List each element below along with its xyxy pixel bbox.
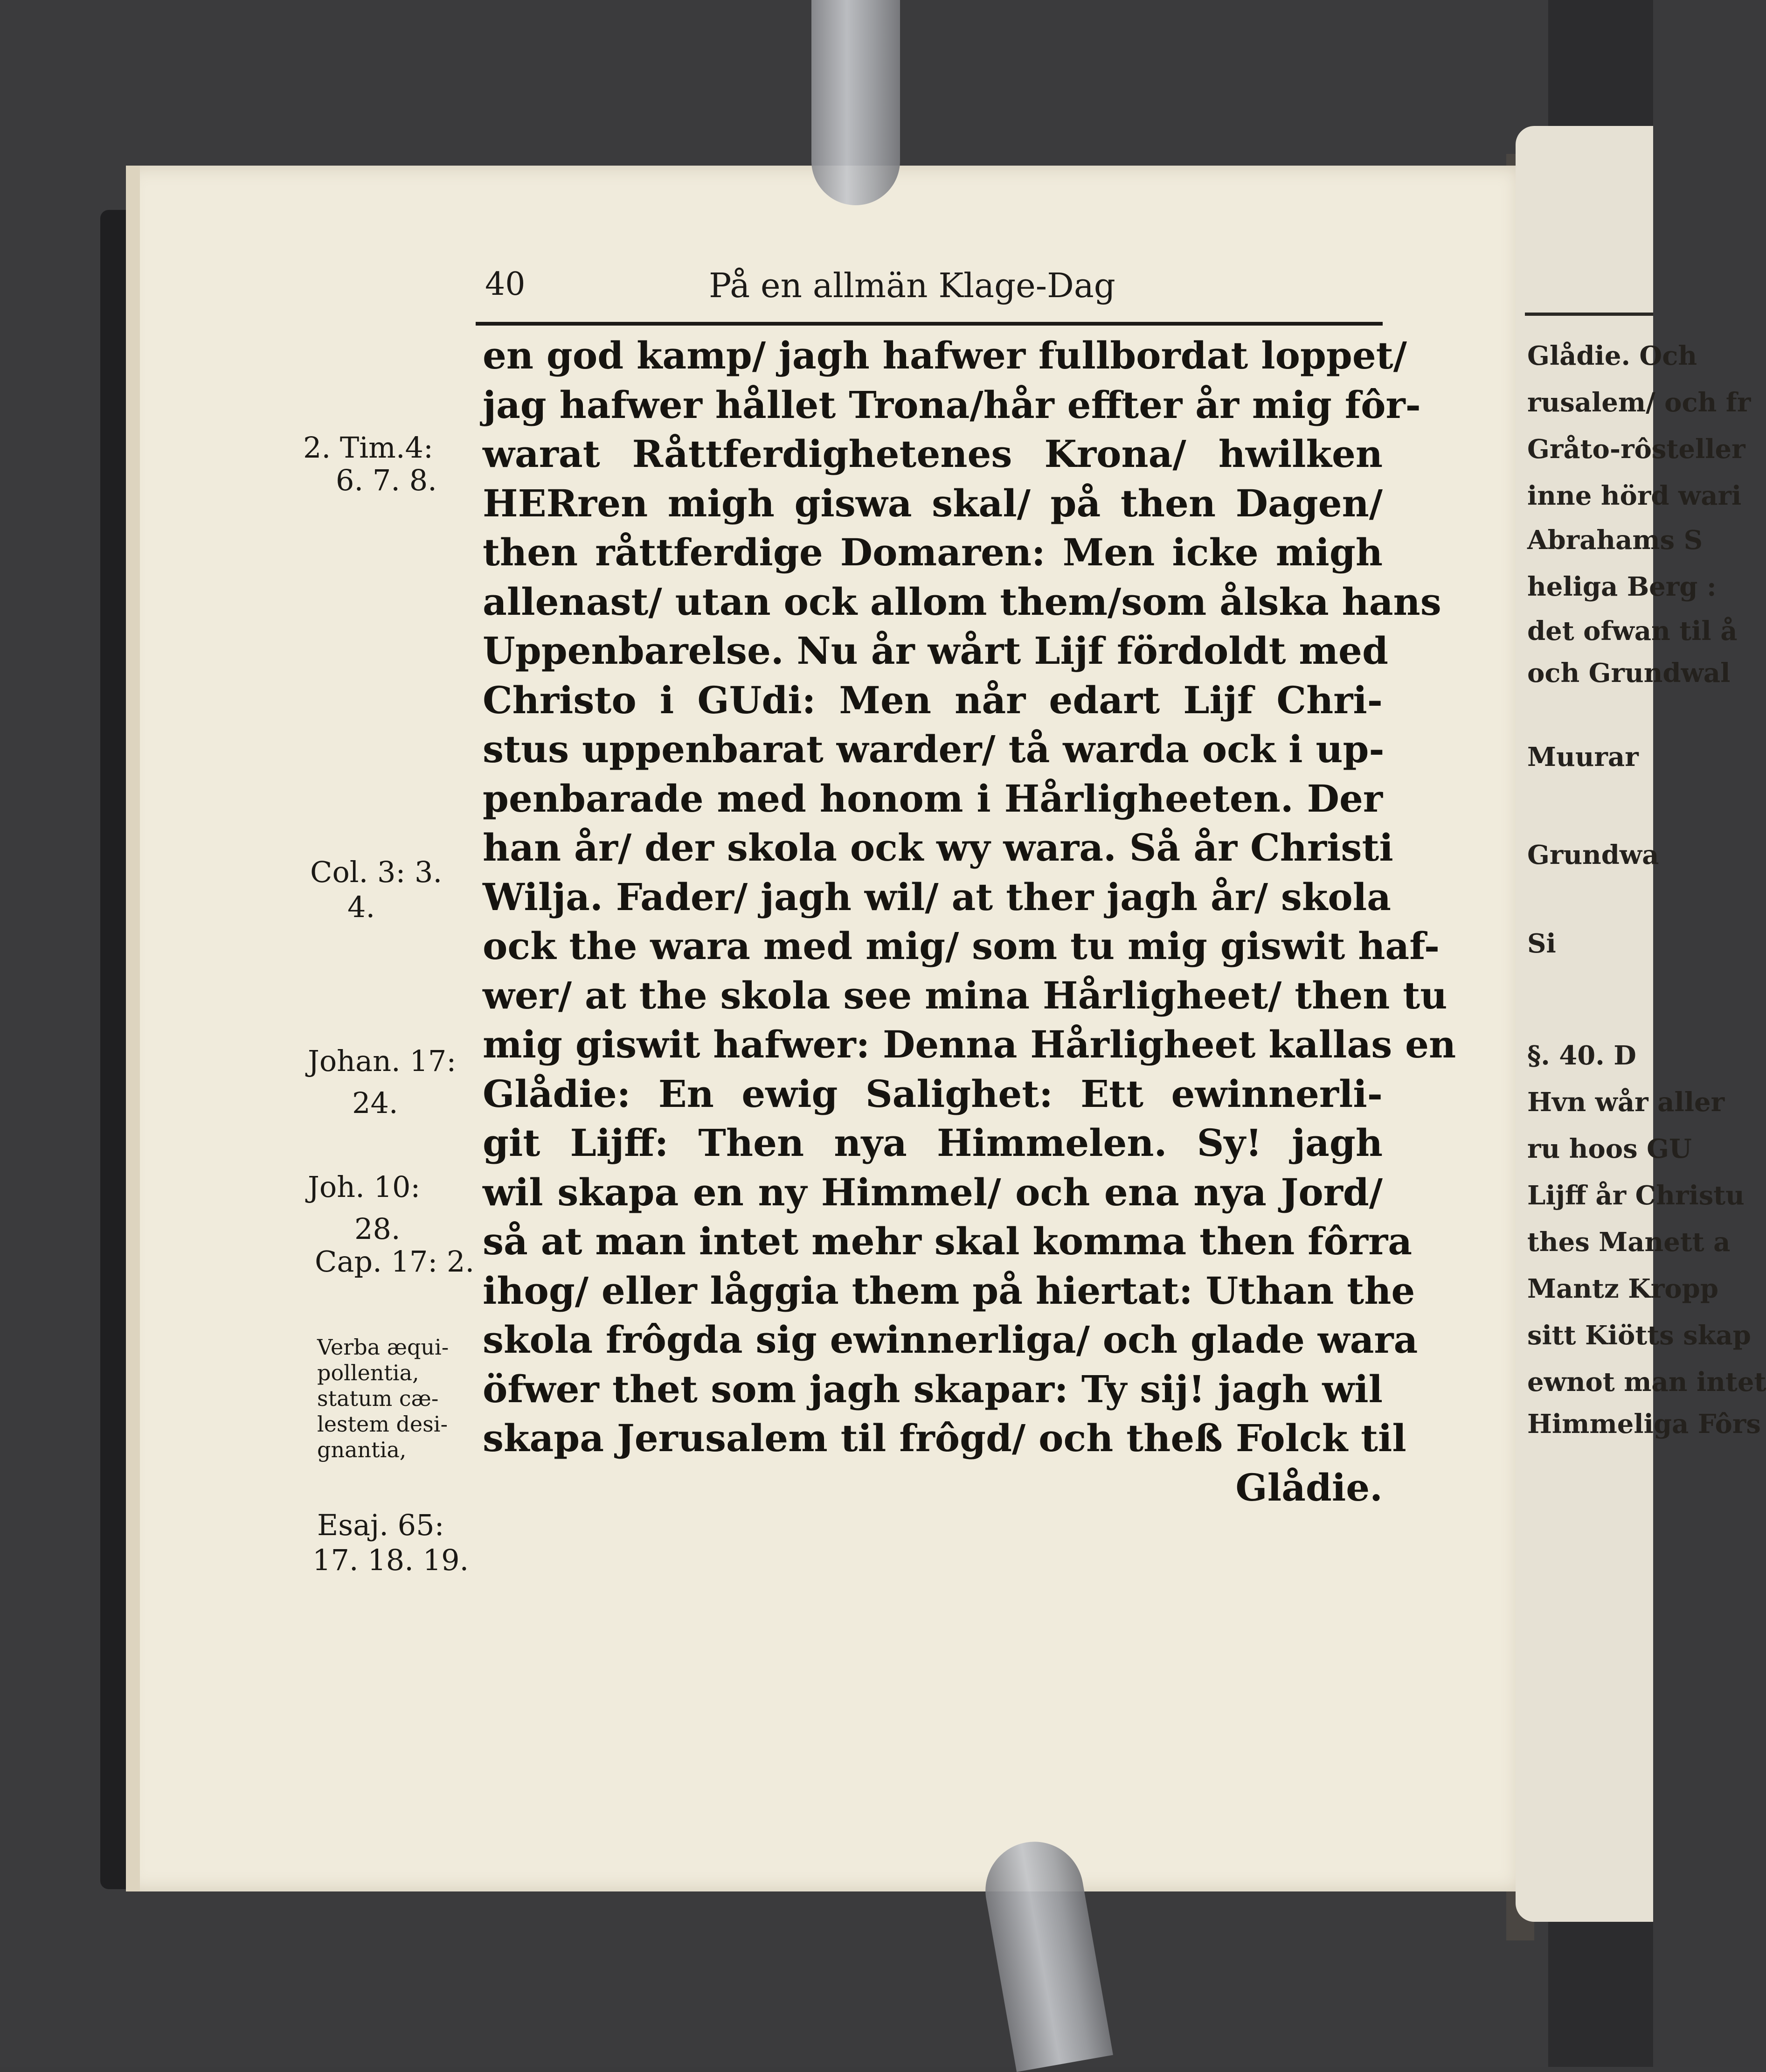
text-line: allenast/ utan ock allom them/som ålska hans: [483, 579, 1441, 624]
facing-page-line: rusalem/ och fr: [1527, 387, 1751, 418]
page-number: 40: [485, 266, 526, 303]
facing-page-line: och Grundwal: [1527, 658, 1731, 688]
page-clip-top: [811, 0, 900, 205]
margin-note-verba-3: statum cæ-: [317, 1386, 439, 1411]
margin-note-verba-5: gnantia,: [317, 1437, 407, 1462]
facing-page-line: Lijff år Christu: [1527, 1180, 1745, 1211]
text-line: Glådie.: [1235, 1465, 1383, 1509]
text-line: Glådie: En ewig Salighet: Ett ewinnerli-: [483, 1071, 1383, 1116]
text-line: en god kamp/ jagh hafwer fullbordat loppet/: [483, 334, 1407, 377]
facing-page-line: Grundwa: [1527, 840, 1659, 870]
text-line: ihog/ eller låggia them på hiertat: Uthan the: [483, 1268, 1415, 1313]
facing-page-line: Glådie. Och: [1527, 341, 1697, 371]
page-edge: [126, 166, 140, 1891]
facing-page-line: Himmeliga Fôrs: [1527, 1409, 1761, 1439]
facing-page-rule: [1525, 313, 1653, 316]
facing-page-line: Abrahams S: [1527, 525, 1703, 556]
margin-note-joh-2: 28.: [354, 1212, 401, 1246]
text-line: Uppenbarelse. Nu år wårt Lijf fördoldt med: [483, 629, 1388, 673]
margin-note-joh-1: Joh. 10:: [308, 1170, 421, 1204]
text-line: ock the wara med mig/ som tu mig giswit haf-: [483, 924, 1440, 968]
main-text: [483, 331, 1456, 1512]
facing-page-line: thes Manett a: [1527, 1227, 1731, 1258]
header-rule: [476, 322, 1383, 326]
margin-note-col-2: 4.: [347, 890, 375, 924]
facing-page-line: sitt Kiötts skap: [1527, 1320, 1751, 1351]
margin-note-verba-4: lestem desi-: [317, 1411, 448, 1437]
facing-page-line: det ofwan til å: [1527, 616, 1738, 647]
facing-page-line: Gråto-rôsteller: [1527, 434, 1745, 465]
text-line: penbarade med honom i Hårligheeten. Der: [483, 776, 1383, 820]
text-line: Christo i GUdi: Men når edart Lijf Chri-: [483, 678, 1383, 722]
text-line: HERren migh giswa skal/ på then Dagen/: [483, 481, 1383, 525]
facing-page-line: Hvn wår aller: [1527, 1087, 1725, 1118]
facing-page-line: Mantz Kropp: [1527, 1273, 1718, 1304]
margin-note-tim-1: 2. Tim.4:: [303, 431, 433, 465]
text-line: skapa Jerusalem til frôgd/ och theß Folck til: [483, 1416, 1406, 1460]
text-line: skola frôgda sig ewinnerliga/ och glade wara: [483, 1318, 1418, 1362]
running-title: På en allmän Klage-Dag: [709, 266, 1115, 305]
facing-page-line: ru hoos GU: [1527, 1133, 1692, 1164]
text-line: han år/ der skola ock wy wara. Så år Christi: [483, 826, 1393, 869]
margin-note-col-1: Col. 3: 3.: [310, 855, 443, 889]
text-line: wer/ at the skola see mina Hårligheet/ then tu: [483, 973, 1447, 1017]
margin-note-esaj-1: Esaj. 65:: [317, 1508, 444, 1542]
facing-page: [1516, 126, 1766, 1922]
margin-note-cap: Cap. 17: 2.: [315, 1245, 475, 1279]
text-line: öfwer thet som jagh skapar: Ty sij! jagh wil: [483, 1367, 1383, 1411]
facing-page-line: ewnot man intet: [1527, 1367, 1766, 1398]
margin-note-johan-2: 24.: [352, 1086, 398, 1120]
facing-page-line: inne hörd wari: [1527, 480, 1742, 511]
text-line: så at man intet mehr skal komma then fôrra: [483, 1219, 1413, 1263]
text-line: then råttferdige Domaren: Men icke migh: [483, 530, 1383, 574]
text-line: wil skapa en ny Himmel/ och ena nya Jord/: [483, 1170, 1383, 1214]
margin-note-esaj-2: 17. 18. 19.: [312, 1543, 469, 1577]
text-line: mig giswit hafwer: Denna Hårligheet kallas en: [483, 1022, 1456, 1066]
facing-page-line: heliga Berg :: [1527, 571, 1717, 602]
text-line: Wilja. Fader/ jagh wil/ at ther jagh år/ skola: [483, 875, 1391, 919]
text-line: jag hafwer hållet Trona/hår effter år mig fôr-: [483, 382, 1421, 427]
facing-page-line: Si: [1527, 928, 1556, 959]
margin-note-verba-1: Verba æqui-: [317, 1335, 449, 1360]
margin-note-verba-2: pollentia,: [317, 1360, 419, 1385]
margin-note-johan-1: Johan. 17:: [308, 1044, 457, 1078]
facing-page-line: §. 40. D: [1527, 1040, 1636, 1071]
margin-note-tim-2: 6. 7. 8.: [336, 463, 437, 497]
page-header: [476, 266, 1383, 322]
text-line: warat Råttferdighetenes Krona/ hwilken: [483, 432, 1383, 476]
text-line: stus uppenbarat warder/ tå warda ock i up-: [483, 727, 1385, 771]
facing-page-line: Muurar: [1527, 742, 1639, 772]
text-line: git Lijff: Then nya Himmelen. Sy! jagh: [483, 1121, 1383, 1165]
